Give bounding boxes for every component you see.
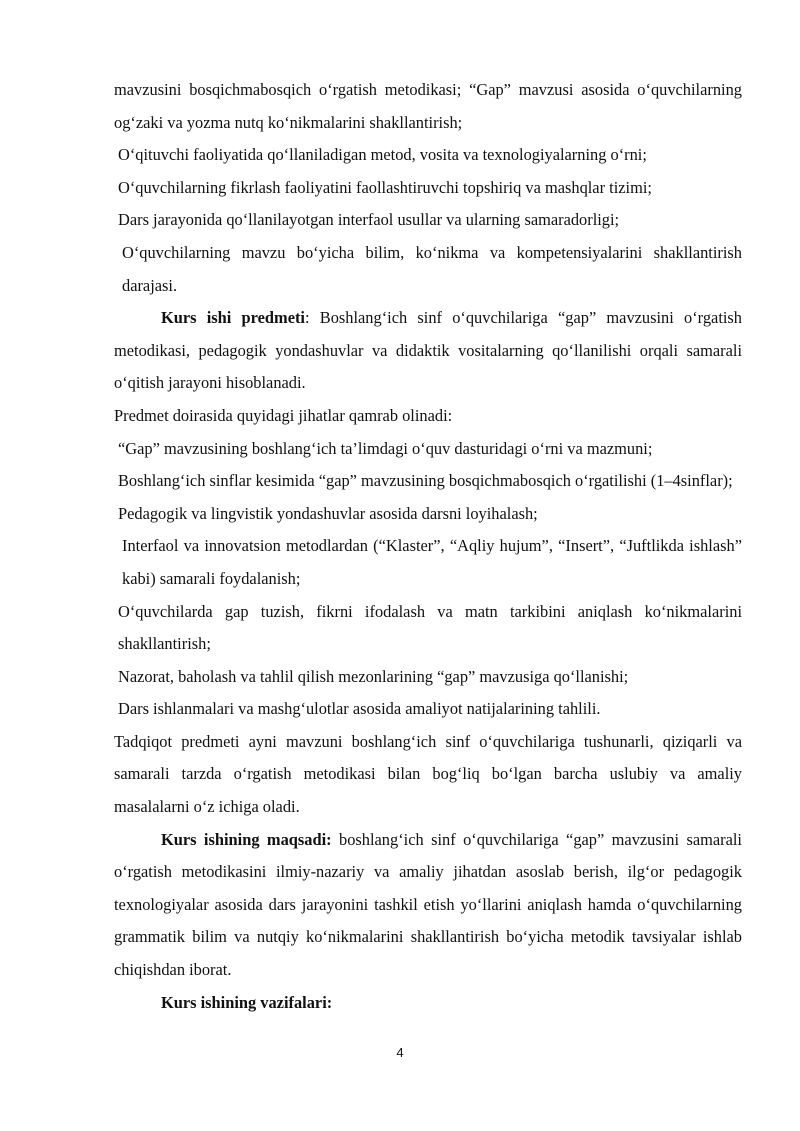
paragraph-thinking-tasks: O‘quvchilarning fikrlash faoliyatini faollashtiruvchi topshiriq va mashqlar tizimi;	[118, 177, 652, 197]
goal-text: boshlang‘ich sinf o‘quvchilariga “gap” mavzusini samarali o‘rgatish metodikasini ilmiy-nazariy va amaliy jihatdan asoslab berish, ilg‘or pedagogik texnologiyalar asosida dars jarayonini tashkil etish yo‘llarini aniqlash hamda o‘quvchilarning grammatik bilim va nutqiy ko‘nikmalarini shakllantirish bo‘yicha metodik tavsiyalar ishlab chiqishdan iborat.	[114, 829, 742, 980]
list-item-sentence-skills: O‘quvchilarda gap tuzish, fikrni ifodalash va matn tarkibini aniqlash ko‘nikmalarini shakllantirish;	[118, 601, 742, 654]
page-number: 4	[396, 1045, 404, 1060]
list-item-interactive-methods: Interfaol va innovatsion metodlardan (“Klaster”, “Aqliy hujum”, “Insert”, “Juftlikda ishlash” kabi) samarali foydalanish;	[122, 536, 742, 588]
subject-heading: Kurs ishi predmeti	[161, 308, 305, 328]
list-item-practice-analysis: Dars ishlanmalari va mashg‘ulotlar asosida amaliyot natijalarining tahlili.	[118, 699, 601, 719]
paragraph-subject-scope: Predmet doirasida quyidagi jihatlar qamrab olinadi:	[114, 405, 453, 425]
paragraph-competencies: O‘quvchilarning mavzu bo‘yicha bilim, ko‘nikma va kompetensiyalarini shakllantirish darajasi.	[122, 242, 742, 295]
paragraph-goal	[114, 824, 742, 987]
paragraph-subject	[114, 302, 742, 400]
paragraph-tasks	[114, 987, 742, 1020]
list-item-stepwise-teaching: Boshlang‘ich sinflar kesimida “gap” mavzusining bosqichmabosqich o‘rgatilishi (1–4sinflar);	[118, 471, 733, 491]
list-item-lesson-design: Pedagogik va lingvistik yondashuvlar asosida darsni loyihalash;	[118, 503, 538, 523]
paragraph-research-subject: Tadqiqot predmeti ayni mavzuni boshlang‘ich sinf o‘quvchilariga tushunarli, qiziqarli va samarali tarzda o‘rgatish metodikasi bilan bog‘liq bo‘lgan barcha uslubiy va amaliy masalalarni o‘z ichiga oladi.	[114, 731, 742, 817]
list-item-assessment: Nazorat, baholash va tahlil qilish mezonlarining “gap” mavzusiga qo‘llanishi;	[118, 666, 629, 686]
subject-text: : Boshlang‘ich sinf o‘quvchilariga “gap” mavzusini o‘rgatish metodikasi, pedagogik yondashuvlar va didaktik vositalarning qo‘llanilishi orqali samarali o‘qitish jarayoni hisoblanadi.	[114, 308, 742, 393]
paragraph-object-continued: mavzusini bosqichmabosqich o‘rgatish metodikasi; “Gap” mavzusi asosida o‘quvchilarning og‘zaki va yozma nutq ko‘nikmalarini shakllantirish;	[114, 80, 742, 132]
list-item-program-role: “Gap” mavzusining boshlang‘ich ta’limdagi o‘quv dasturidagi o‘rni va mazmuni;	[118, 438, 653, 458]
tasks-heading: Kurs ishining vazifalari:	[161, 992, 333, 1012]
paragraph-interactive-methods: Dars jarayonida qo‘llanilayotgan interfaol usullar va ularning samaradorligi;	[118, 210, 620, 230]
goal-heading: Kurs ishining maqsadi:	[161, 829, 332, 849]
page-body	[114, 74, 742, 1019]
paragraph-teacher-activity: O‘qituvchi faoliyatida qo‘llaniladigan metod, vosita va texnologiyalarning o‘rni;	[118, 145, 647, 165]
